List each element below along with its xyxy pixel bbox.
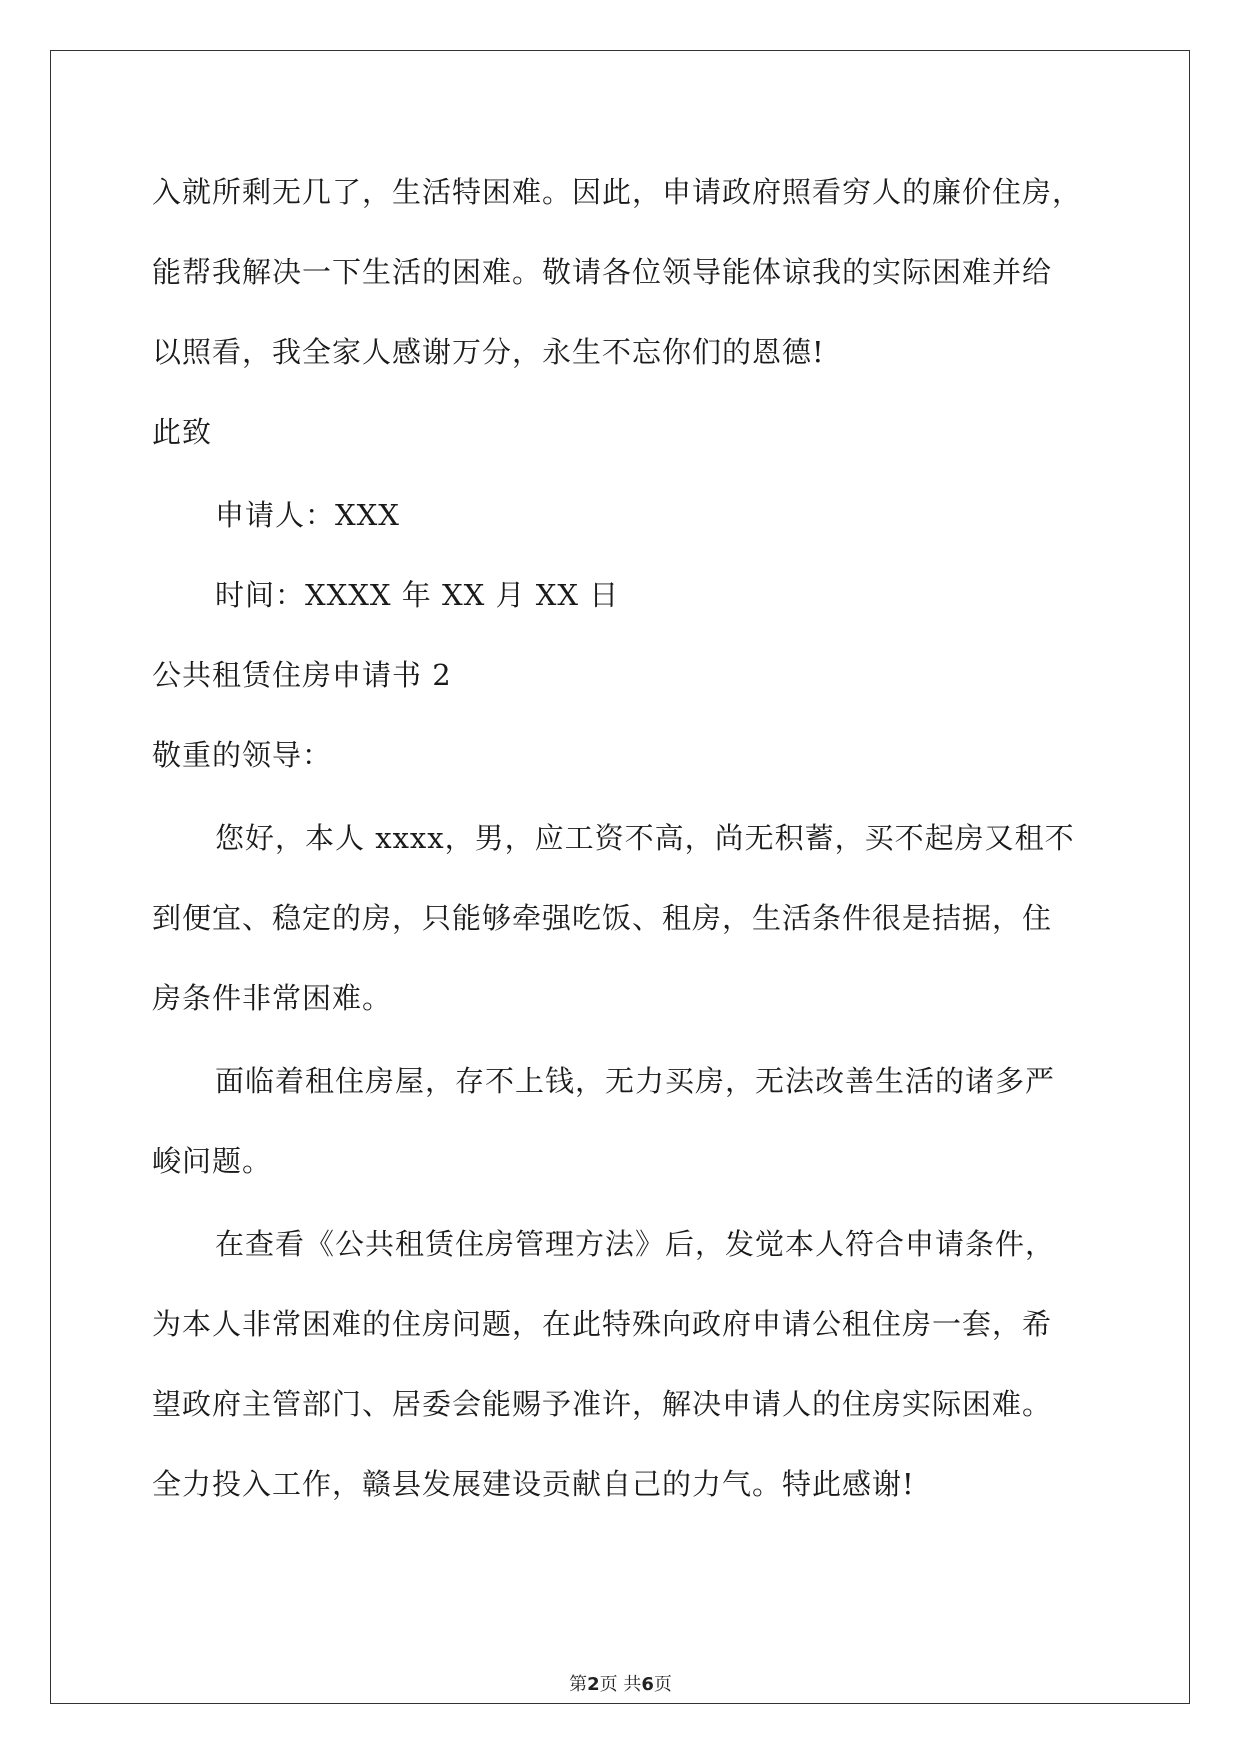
text-line: 入就所剩无几了，生活特困难。因此，申请政府照看穷人的廉价住房， — [152, 175, 1083, 209]
text-line: 望政府主管部门、居委会能赐予准许，解决申请人的住房实际困难。 — [152, 1387, 1053, 1421]
text-line: 以照看，我全家人感谢万分，永生不忘你们的恩德! — [152, 335, 825, 369]
applicant-line: 申请人：XXX — [215, 498, 400, 532]
footer-prefix: 第 — [569, 1674, 588, 1695]
current-page-number: 2 — [587, 1674, 600, 1695]
page-frame — [50, 50, 1190, 1704]
date-line: 时间：XXXX 年 XX 月 XX 日 — [215, 578, 620, 612]
total-page-count: 6 — [641, 1674, 654, 1695]
footer-middle: 页 共 — [599, 1674, 642, 1695]
text-line: 为本人非常困难的住房问题，在此特殊向政府申请公租住房一套，希 — [152, 1307, 1053, 1341]
footer-suffix: 页 — [653, 1674, 672, 1695]
section-title: 公共租赁住房申请书 2 — [152, 658, 452, 692]
text-line: 面临着租住房屋，存不上钱，无力买房，无法改善生活的诸多严 — [215, 1064, 1056, 1098]
text-line: 房条件非常困难。 — [152, 981, 393, 1015]
page-footer — [0, 1670, 1241, 1696]
salutation-closing: 此致 — [152, 415, 213, 449]
text-line: 在查看《公共租赁住房管理方法》后，发觉本人符合申请条件， — [215, 1227, 1056, 1261]
text-line: 到便宜、稳定的房，只能够牵强吃饭、租房，生活条件很是拮据，住 — [152, 901, 1053, 935]
text-line: 全力投入工作，赣县发展建设贡献自己的力气。特此感谢! — [152, 1467, 915, 1501]
text-line: 您好，本人 xxxx，男，应工资不高，尚无积蓄，买不起房又租不 — [215, 821, 1075, 855]
text-line: 峻问题。 — [152, 1144, 273, 1178]
salutation: 敬重的领导： — [152, 738, 333, 772]
text-line: 能帮我解决一下生活的困难。敬请各位领导能体谅我的实际困难并给 — [152, 255, 1053, 289]
